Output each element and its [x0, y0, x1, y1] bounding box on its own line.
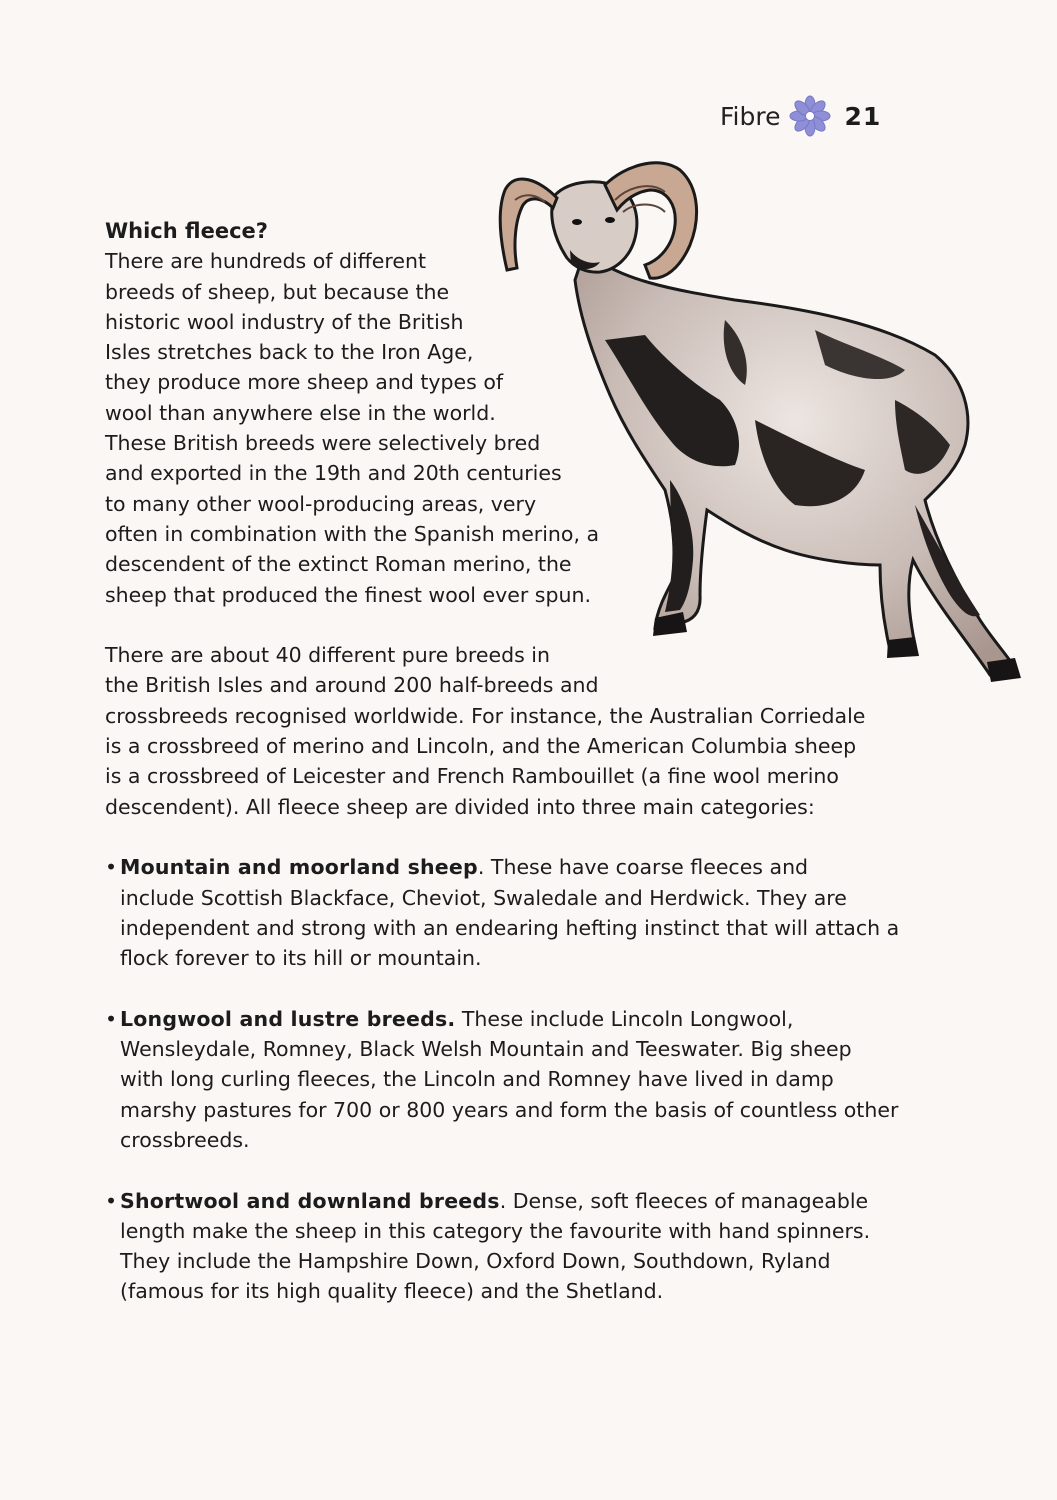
text-line: they produce more sheep and types of: [105, 370, 504, 395]
text-line: Isles stretches back to the Iron Age,: [105, 340, 474, 365]
section-name: Fibre: [720, 101, 781, 131]
bullet-item: [105, 1004, 905, 1155]
bullet-term: Longwool and lustre breeds.: [120, 1006, 456, 1031]
text-line: length make the sheep in this category the favourite with hand spinners.: [120, 1218, 871, 1243]
page-number: 21: [844, 101, 882, 131]
section-heading: Which fleece?: [105, 219, 268, 243]
text-line: the British Isles and around 200 half-breeds and: [105, 673, 599, 698]
text-line: There are about 40 different pure breeds in: [105, 643, 550, 668]
text-line: flock forever to its hill or mountain.: [120, 946, 482, 971]
article-body: [105, 216, 905, 1307]
text-line: marshy pastures for 700 or 800 years and form the basis of countless other: [120, 1097, 899, 1122]
text-line: There are hundreds of different: [105, 249, 427, 274]
text-line: descendent of the extinct Roman merino, the: [105, 552, 572, 577]
text-line: include Scottish Blackface, Cheviot, Swaledale and Herdwick. They are: [120, 885, 847, 910]
text-line: These British breeds were selectively bred: [105, 431, 541, 456]
text-line: and exported in the 19th and 20th centuries: [105, 461, 562, 486]
text-line: is a crossbreed of Leicester and French Rambouillet (a fine wool merino: [105, 764, 839, 789]
text-line: historic wool industry of the British: [105, 309, 464, 334]
intro-paragraph: [105, 246, 905, 610]
text-line: wool than anywhere else in the world.: [105, 400, 496, 425]
text-line: [120, 1186, 905, 1216]
bullet-text: . These have coarse fleeces and: [477, 855, 809, 880]
text-line: (famous for its high quality fleece) and the Shetland.: [120, 1279, 664, 1304]
text-line: Wensleydale, Romney, Black Welsh Mountain and Teeswater. Big sheep: [120, 1037, 852, 1062]
breeds-paragraph: [105, 640, 905, 822]
bullet-text: . Dense, soft fleeces of manageable: [499, 1188, 869, 1213]
text-line: [120, 852, 905, 882]
text-line: to many other wool-producing areas, very: [105, 491, 537, 516]
bullet-dot: •: [105, 1006, 118, 1031]
bullet-term: Mountain and moorland sheep: [120, 855, 478, 880]
text-line: descendent). All fleece sheep are divided into three main categories:: [105, 794, 815, 819]
text-line: They include the Hampshire Down, Oxford Down, Southdown, Ryland: [120, 1249, 831, 1274]
text-line: crossbreeds recognised worldwide. For instance, the Australian Corriedale: [105, 703, 866, 728]
text-line: with long curling fleeces, the Lincoln and Romney have lived in damp: [120, 1067, 834, 1092]
bullet-term: Shortwool and downland breeds: [120, 1188, 500, 1213]
bullet-dot: •: [105, 1188, 118, 1213]
bullet-item: [105, 852, 905, 973]
page-header: [720, 94, 920, 138]
flower-icon: [789, 95, 831, 137]
text-line: is a crossbreed of merino and Lincoln, and the American Columbia sheep: [105, 734, 857, 759]
text-line: [120, 1004, 905, 1034]
bullet-item: [105, 1186, 905, 1307]
bullet-text: These include Lincoln Longwool,: [455, 1006, 794, 1031]
text-line: independent and strong with an endearing hefting instinct that will attach a: [120, 915, 900, 940]
text-line: breeds of sheep, but because the: [105, 279, 450, 304]
bullet-dot: •: [105, 855, 118, 880]
text-line: often in combination with the Spanish merino, a: [105, 521, 600, 546]
text-line: sheep that produced the finest wool ever spun.: [105, 582, 591, 607]
text-line: crossbreeds.: [120, 1127, 250, 1152]
